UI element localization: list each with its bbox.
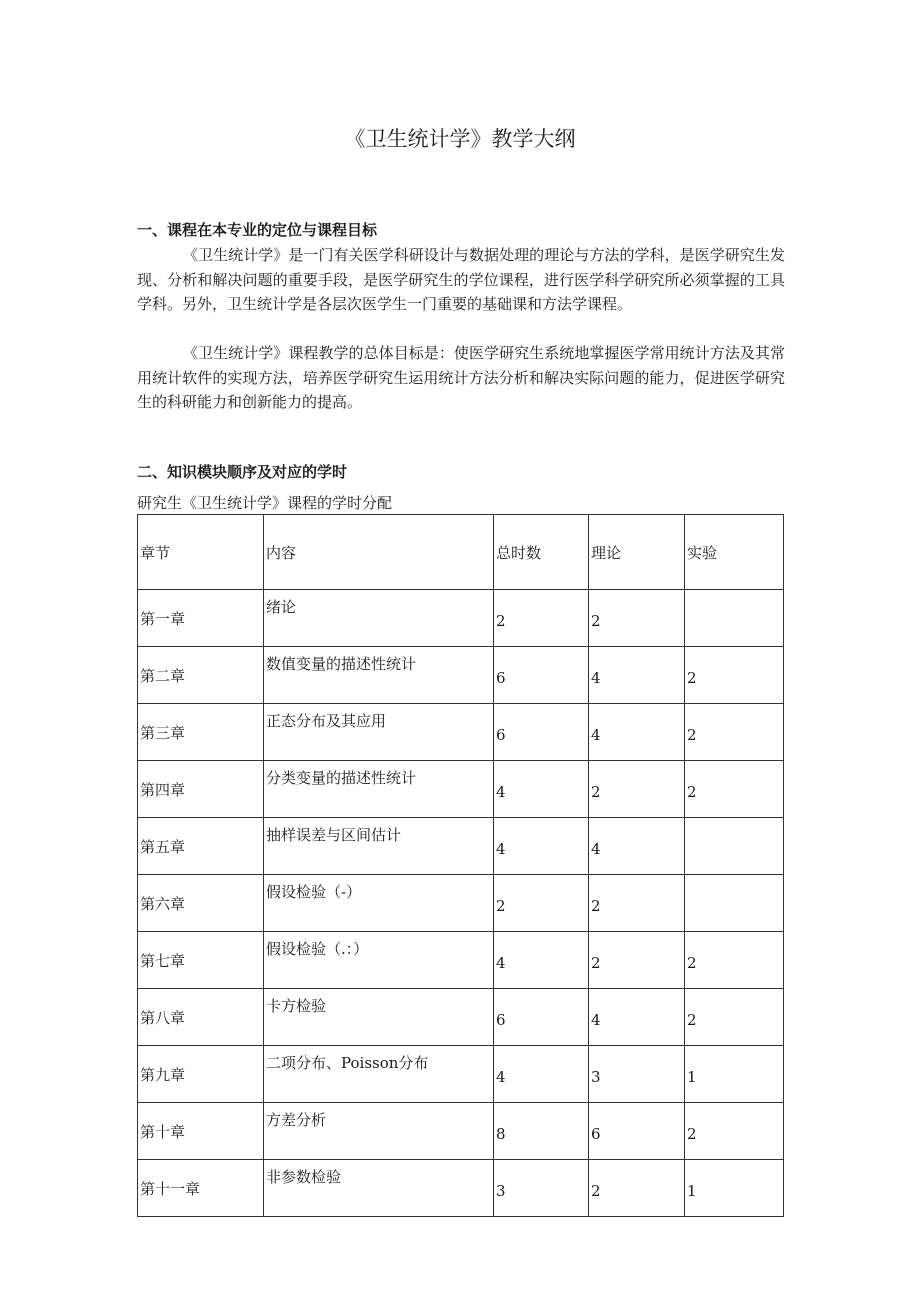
cell-total-hours: 4	[494, 761, 589, 818]
cell-total-hours: 4	[494, 1046, 589, 1103]
cell-content: 假设检验（.：）	[264, 932, 494, 989]
course-hours-table	[137, 514, 784, 1217]
document-title: 《卫生统计学》教学大纲	[344, 127, 576, 151]
cell-chapter: 第七章	[138, 932, 264, 989]
cell-total-hours: 2	[494, 875, 589, 932]
table-row	[138, 875, 784, 932]
column-header-lab: 实验	[685, 515, 784, 590]
cell-chapter: 第五章	[138, 818, 264, 875]
cell-chapter: 第四章	[138, 761, 264, 818]
table-row	[138, 1103, 784, 1160]
cell-lab-hours	[685, 875, 784, 932]
cell-content: 假设检验（-）	[264, 875, 494, 932]
cell-chapter: 第三章	[138, 704, 264, 761]
cell-lab-hours: 2	[685, 1103, 784, 1160]
cell-total-hours: 6	[494, 704, 589, 761]
cell-total-hours: 2	[494, 590, 589, 647]
cell-theory-hours: 3	[589, 1046, 685, 1103]
section-1-paragraph-1: 《卫生统计学》是一门有关医学科研设计与数据处理的理论与方法的学科，是医学研究生发现、分析和解决问题的重要手段，是医学研究生的学位课程，进行医学科学研究所必须掌握的工具学科。另外，卫生统计学是各层次医学生一门重要的基础课和方法学课程。	[137, 246, 785, 313]
cell-content: 非参数检验	[264, 1160, 494, 1217]
cell-content: 抽样误差与区间估计	[264, 818, 494, 875]
column-header-chapter: 章节	[138, 515, 264, 590]
cell-lab-hours: 1	[685, 1046, 784, 1103]
table-row	[138, 818, 784, 875]
cell-theory-hours: 4	[589, 989, 685, 1046]
cell-total-hours: 6	[494, 647, 589, 704]
cell-chapter: 第十章	[138, 1103, 264, 1160]
cell-chapter: 第一章	[138, 590, 264, 647]
cell-lab-hours: 2	[685, 761, 784, 818]
cell-theory-hours: 2	[589, 875, 685, 932]
section-1-heading: 一、课程在本专业的定位与课程目标	[137, 221, 378, 239]
section-2-heading: 二、知识模块顺序及对应的学时	[137, 463, 348, 481]
table-row	[138, 704, 784, 761]
table-row	[138, 1046, 784, 1103]
table-header-row	[138, 515, 784, 590]
cell-chapter: 第八章	[138, 989, 264, 1046]
table-row	[138, 761, 784, 818]
cell-content: 二项分布、Poisson分布	[264, 1046, 494, 1103]
table-row	[138, 1160, 784, 1217]
table-caption: 研究生《卫生统计学》课程的学时分配	[137, 494, 393, 512]
cell-lab-hours: 2	[685, 989, 784, 1046]
cell-content: 数值变量的描述性统计	[264, 647, 494, 704]
cell-lab-hours: 2	[685, 704, 784, 761]
table-row	[138, 932, 784, 989]
cell-content: 分类变量的描述性统计	[264, 761, 494, 818]
cell-theory-hours: 2	[589, 932, 685, 989]
cell-lab-hours	[685, 590, 784, 647]
column-header-theory: 理论	[589, 515, 685, 590]
cell-content: 绪论	[264, 590, 494, 647]
cell-theory-hours: 4	[589, 647, 685, 704]
cell-theory-hours: 6	[589, 1103, 685, 1160]
cell-total-hours: 3	[494, 1160, 589, 1217]
cell-chapter: 第九章	[138, 1046, 264, 1103]
cell-content: 正态分布及其应用	[264, 704, 494, 761]
cell-total-hours: 4	[494, 932, 589, 989]
table-row	[138, 590, 784, 647]
column-header-total-hours: 总时数	[494, 515, 589, 590]
cell-content: 卡方检验	[264, 989, 494, 1046]
cell-theory-hours: 4	[589, 704, 685, 761]
cell-lab-hours: 2	[685, 647, 784, 704]
table-row	[138, 989, 784, 1046]
column-header-content: 内容	[264, 515, 494, 590]
cell-total-hours: 6	[494, 989, 589, 1046]
cell-total-hours: 4	[494, 818, 589, 875]
section-1-paragraph-2: 《卫生统计学》课程教学的总体目标是：使医学研究生系统地掌握医学常用统计方法及其常用统计软件的实现方法，培养医学研究生运用统计方法分析和解决实际问题的能力，促进医学研究生的科研能力和创新能力的提高。	[137, 344, 785, 411]
cell-lab-hours: 2	[685, 932, 784, 989]
cell-theory-hours: 2	[589, 761, 685, 818]
cell-lab-hours: 1	[685, 1160, 784, 1217]
cell-theory-hours: 2	[589, 590, 685, 647]
cell-content: 方差分析	[264, 1103, 494, 1160]
cell-chapter: 第十一章	[138, 1160, 264, 1217]
cell-chapter: 第六章	[138, 875, 264, 932]
cell-theory-hours: 2	[589, 1160, 685, 1217]
cell-chapter: 第二章	[138, 647, 264, 704]
cell-lab-hours	[685, 818, 784, 875]
table-row	[138, 647, 784, 704]
cell-theory-hours: 4	[589, 818, 685, 875]
cell-total-hours: 8	[494, 1103, 589, 1160]
